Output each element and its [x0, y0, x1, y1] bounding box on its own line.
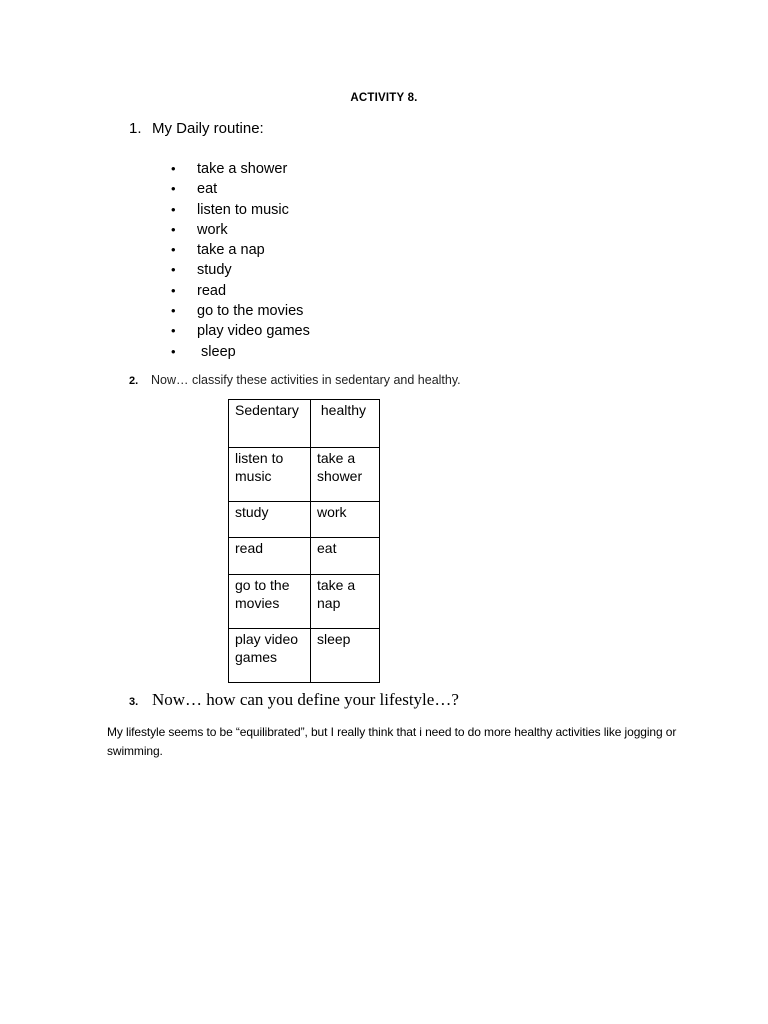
table-row: [229, 502, 380, 538]
question-3: [129, 690, 459, 710]
list-item: • eat: [171, 179, 310, 199]
table-row: [229, 448, 380, 502]
table-cell: listen to music: [229, 448, 311, 502]
table-row: [229, 575, 380, 629]
bullet-icon: •: [171, 201, 176, 217]
table-cell: play video games: [229, 629, 311, 683]
list-item: • take a nap: [171, 240, 310, 260]
bullet-icon: •: [171, 303, 176, 319]
table-cell: study: [229, 502, 311, 538]
header-healthy: healthy: [311, 400, 380, 448]
question-2-text: Now… classify these activities in sedentary and healthy.: [151, 373, 461, 387]
list-item: • study: [171, 260, 310, 280]
list-item: • take a shower: [171, 159, 310, 179]
list-item: • listen to music: [171, 200, 310, 220]
question-3-text: Now… how can you define your lifestyle…?: [152, 690, 459, 709]
bullet-icon: •: [171, 161, 176, 176]
table-row: [229, 629, 380, 683]
list-item: • sleep: [171, 342, 310, 362]
question-1-number: 1.: [129, 120, 142, 137]
bullet-icon: •: [171, 221, 176, 237]
header-sedentary: Sedentary: [229, 400, 311, 448]
table-cell: take a shower: [311, 448, 380, 502]
question-2-number: 2.: [129, 375, 139, 387]
page-title: ACTIVITY 8.: [350, 92, 418, 104]
table-cell: take a nap: [311, 575, 380, 629]
question-1: [129, 120, 264, 137]
bullet-icon: •: [171, 323, 176, 339]
list-item: • work: [171, 220, 310, 240]
answer-paragraph: My lifestyle seems to be “equilibrated”, but I really think that i need to do more healthy activities like jogging or swimming.: [107, 725, 677, 758]
classification-table: [228, 399, 380, 683]
routine-list: [171, 159, 310, 362]
list-item: • read: [171, 281, 310, 301]
bullet-icon: •: [171, 343, 176, 359]
bullet-icon: •: [171, 262, 176, 278]
bullet-icon: •: [171, 181, 176, 197]
question-1-text: My Daily routine:: [152, 120, 264, 137]
table-cell: go to the movies: [229, 575, 311, 629]
list-item: • play video games: [171, 321, 310, 341]
question-3-number: 3.: [129, 696, 139, 708]
table-cell: read: [229, 538, 311, 575]
question-2: [129, 373, 461, 387]
table-header-row: [229, 400, 380, 448]
bullet-icon: •: [171, 282, 176, 298]
table-cell: sleep: [311, 629, 380, 683]
list-item: • go to the movies: [171, 301, 310, 321]
bullet-icon: •: [171, 242, 176, 258]
table-cell: work: [311, 502, 380, 538]
table-row: [229, 538, 380, 575]
table-cell: eat: [311, 538, 380, 575]
